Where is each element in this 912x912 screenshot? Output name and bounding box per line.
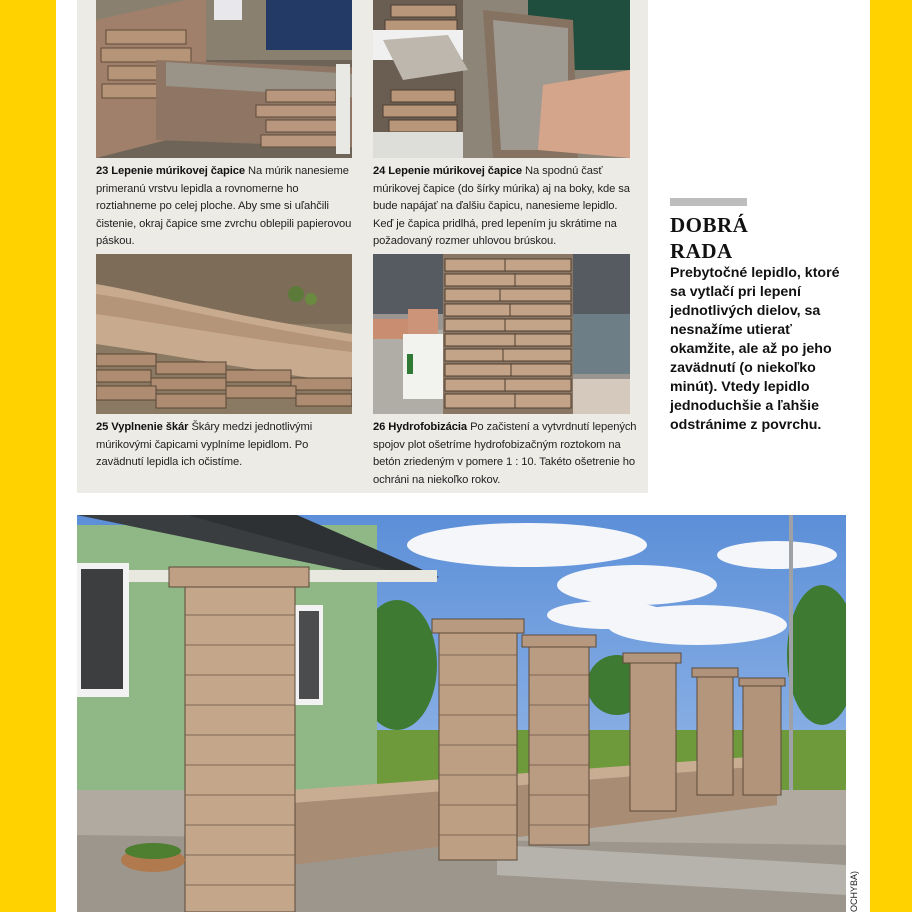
caption-step-23-text: Na múrik nanesieme primeranú vrstvu lepidla a rovnomerne ho roztiahneme po celej ploche. Aby sme si uľahčili čistenie, okraj čapice sme zvrchu oblepili papierovou páskou.	[96, 165, 352, 248]
caption-step-24-title: 24 Lepenie múrikovej čapice	[373, 165, 523, 177]
caption-step-26	[373, 419, 637, 489]
caption-step-25	[96, 419, 354, 472]
photo-step-23	[96, 0, 352, 158]
fence-photo	[77, 515, 846, 912]
caption-step-25-title: 25 Vyplnenie škár	[96, 421, 189, 433]
caption-step-23	[96, 163, 354, 251]
caption-step-26-text: Po začistení a vytvrdnutí lepených spojov plot ošetríme hydrofobizačným roztokom na betón zriedeným v pomere 1 : 10. Takéto ošetrenie ho ochráni na niekoľko rokov.	[373, 421, 637, 486]
tip-title-line-2: RADA	[670, 239, 733, 263]
caption-step-24	[373, 163, 637, 251]
tip-body: Prebytočné lepidlo, ktoré sa vytlačí pri lepení jednotlivých dielov, sa nesnažíme utierať okamžite, ale až po jeho zavädnutí (o niekoľko minút). Vtedy lepidlo jednoduchšie a ľahšie odstránime z povrchu.	[670, 265, 840, 433]
caption-step-25-text: Škáry medzi jednotlivými múrikovými čapicami vyplníme lepidlom. Po zavädnutí lepidla ich očistíme.	[96, 421, 313, 469]
caption-step-24-text: Na spodnú časť múrikovej čapice (do šírky múrika) aj na boky, kde sa bude napájať na ďalšiu čapicu, nanesieme lepidlo. Keď je čapica pridlhá, pred lepením ju skrátime na požadovaný rozmer uhlovou brúskou.	[373, 165, 630, 248]
photo-credit: OCHYBA)	[849, 870, 859, 912]
tip-title-line-1: DOBRÁ	[670, 213, 749, 237]
caption-step-23-title: 23 Lepenie múrikovej čapice	[96, 165, 246, 177]
caption-step-26-title: 26 Hydrofobizácia	[373, 421, 468, 433]
photo-step-26	[373, 254, 630, 414]
tip-accent-bar	[670, 198, 747, 206]
photo-step-25	[96, 254, 352, 414]
photo-step-24	[373, 0, 630, 158]
tip-title	[670, 212, 810, 264]
